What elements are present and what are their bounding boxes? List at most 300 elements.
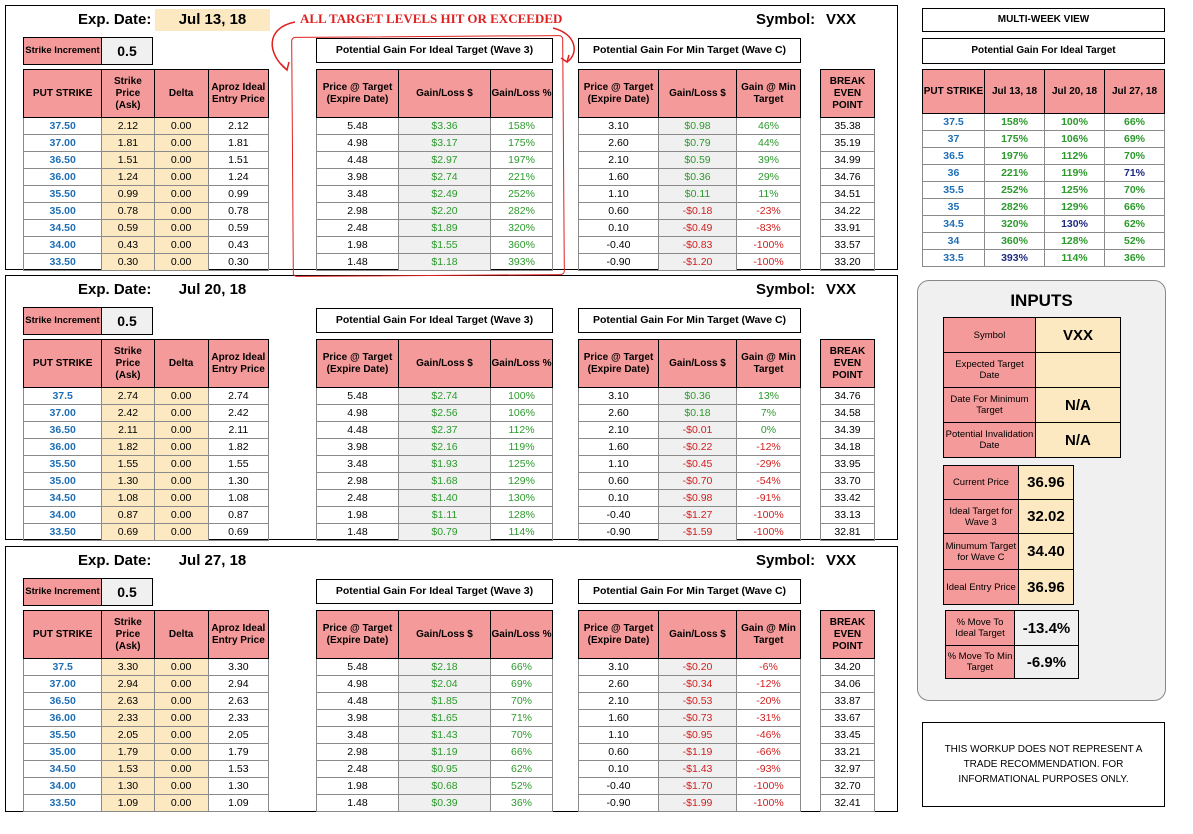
price-target-cell: 1.98 <box>317 778 399 795</box>
entry-price-cell: 1.08 <box>208 490 268 507</box>
price-target-cell: 2.98 <box>317 744 399 761</box>
gainloss-cell: $0.39 <box>399 795 491 812</box>
price-target-min-cell: 3.10 <box>579 388 659 405</box>
gainloss-cell: $1.11 <box>399 507 491 524</box>
gain-min-pct-cell: -46% <box>737 727 801 744</box>
symbol-value: VXX <box>826 281 857 298</box>
delta-cell: 0.00 <box>154 405 208 422</box>
table-row <box>821 676 875 693</box>
table-row <box>821 169 875 186</box>
breakeven-cell: 33.67 <box>821 710 875 727</box>
exp-date-value[interactable]: Jul 27, 18 <box>178 552 247 569</box>
price-target-min-cell: 1.60 <box>579 439 659 456</box>
breakeven-cell: 34.76 <box>821 169 875 186</box>
gainloss-min-cell: -$1.27 <box>659 507 737 524</box>
put-strike-cell: 33.50 <box>24 795 102 812</box>
gainloss-pct-cell: 197% <box>491 152 553 169</box>
strike-increment-value[interactable]: 0.5 <box>102 579 152 605</box>
entry-price-cell: 1.51 <box>208 152 268 169</box>
table-row <box>24 456 269 473</box>
breakeven-cell: 34.22 <box>821 203 875 220</box>
strike-price-cell: 1.51 <box>102 152 154 169</box>
entry-price-cell: 0.87 <box>208 507 268 524</box>
delta-cell: 0.00 <box>154 388 208 405</box>
gainloss-pct-cell: 282% <box>491 203 553 220</box>
entry-price-cell: 1.81 <box>208 135 268 152</box>
gainloss-min-cell: -$0.01 <box>659 422 737 439</box>
col-gainloss: Gain/Loss $ <box>399 611 491 659</box>
col-price-target-min: Price @ Target (Expire Date) <box>579 70 659 118</box>
price-target-min-cell: 1.10 <box>579 456 659 473</box>
col-put-strike: PUT STRIKE <box>24 340 102 388</box>
col-breakeven: BREAK EVEN POINT <box>821 611 875 659</box>
multiweek-cell: 66% <box>1105 199 1165 216</box>
multiweek-table <box>922 69 1165 267</box>
table-row <box>579 169 801 186</box>
ideal-target-value[interactable]: 32.02 <box>1019 500 1073 533</box>
table-row <box>317 710 553 727</box>
multiweek-cell: 66% <box>1105 114 1165 131</box>
multiweek-cell: 71% <box>1105 165 1165 182</box>
gainloss-pct-cell: 125% <box>491 456 553 473</box>
symbol-value[interactable]: VXX <box>1036 318 1120 352</box>
gainloss-pct-cell: 100% <box>491 388 553 405</box>
delta-cell: 0.00 <box>154 693 208 710</box>
price-target-min-cell: 1.60 <box>579 169 659 186</box>
gainloss-pct-cell: 69% <box>491 676 553 693</box>
entry-price-cell: 2.63 <box>208 693 268 710</box>
multiweek-cell: 197% <box>985 148 1045 165</box>
table-row <box>821 727 875 744</box>
multiweek-cell: 62% <box>1105 216 1165 233</box>
entry-price-cell: 1.30 <box>208 473 268 490</box>
symbol-value: VXX <box>826 11 857 28</box>
gainloss-pct-cell: 70% <box>491 693 553 710</box>
table-row <box>821 118 875 135</box>
multiweek-cell: 34.5 <box>923 216 985 233</box>
price-target-cell: 2.48 <box>317 490 399 507</box>
table-row <box>923 131 1165 148</box>
exp-date-label: Exp. Date: <box>78 11 152 28</box>
exp-date-label: Exp. Date: <box>78 552 152 569</box>
strike-price-cell: 2.33 <box>102 710 154 727</box>
gainloss-min-cell: $0.98 <box>659 118 737 135</box>
multiweek-cell: 282% <box>985 199 1045 216</box>
table-row <box>579 693 801 710</box>
table-row <box>821 388 875 405</box>
price-target-min-cell: 2.10 <box>579 152 659 169</box>
multiweek-col-header: Jul 27, 18 <box>1105 70 1165 114</box>
col-entry: Aproz Ideal Entry Price <box>208 70 268 118</box>
symbol-value: VXX <box>826 552 857 569</box>
gainloss-min-cell: $0.36 <box>659 169 737 186</box>
table-row <box>579 186 801 203</box>
put-strike-cell: 36.00 <box>24 169 102 186</box>
gainloss-pct-cell: 175% <box>491 135 553 152</box>
table-row <box>579 135 801 152</box>
price-target-min-cell: 0.10 <box>579 490 659 507</box>
price-target-min-cell: 0.60 <box>579 744 659 761</box>
strike-price-cell: 0.99 <box>102 186 154 203</box>
strike-price-cell: 0.87 <box>102 507 154 524</box>
symbol-label: Symbol: <box>756 552 816 569</box>
price-target-cell: 1.98 <box>317 237 399 254</box>
current-price-value[interactable]: 36.96 <box>1019 466 1073 499</box>
multiweek-cell: 360% <box>985 233 1045 250</box>
ideal-target-title: Potential Gain For Ideal Target (Wave 3) <box>316 308 553 333</box>
table-row <box>317 676 553 693</box>
gainloss-min-cell: -$0.34 <box>659 676 737 693</box>
put-strike-cell: 33.50 <box>24 254 102 271</box>
strike-price-cell: 0.43 <box>102 237 154 254</box>
entry-price-cell: 1.24 <box>208 169 268 186</box>
breakeven-cell: 35.19 <box>821 135 875 152</box>
price-target-min-cell: 1.10 <box>579 727 659 744</box>
table-row <box>317 727 553 744</box>
gainloss-pct-cell: 393% <box>491 254 553 271</box>
gain-min-pct-cell: 13% <box>737 388 801 405</box>
delta-cell: 0.00 <box>154 659 208 676</box>
table-row <box>821 203 875 220</box>
put-strike-cell: 37.5 <box>24 659 102 676</box>
col-gain-min: Gain @ Min Target <box>737 340 801 388</box>
put-strike-cell: 37.00 <box>24 676 102 693</box>
gainloss-min-cell: -$0.18 <box>659 203 737 220</box>
exp-date-value[interactable]: Jul 13, 18 <box>155 9 270 31</box>
table-row <box>821 405 875 422</box>
put-strike-cell: 35.00 <box>24 744 102 761</box>
ideal-target-table <box>316 610 553 812</box>
breakeven-table <box>820 69 875 271</box>
table-row <box>579 659 801 676</box>
strike-increment-value[interactable]: 0.5 <box>102 308 152 334</box>
multiweek-cell: 128% <box>1045 233 1105 250</box>
col-gainloss-pct: Gain/Loss % <box>491 70 553 118</box>
table-row <box>24 473 269 490</box>
table-row <box>579 203 801 220</box>
price-target-cell: 4.48 <box>317 693 399 710</box>
table-row <box>821 693 875 710</box>
table-row <box>923 216 1165 233</box>
price-target-cell: 4.98 <box>317 135 399 152</box>
gain-min-pct-cell: -93% <box>737 761 801 778</box>
move-ideal-value: -13.4% <box>1015 611 1078 645</box>
gain-min-pct-cell: -100% <box>737 524 801 541</box>
price-target-cell: 3.98 <box>317 439 399 456</box>
price-target-min-cell: -0.40 <box>579 237 659 254</box>
breakeven-table <box>820 610 875 812</box>
table-row <box>821 152 875 169</box>
gain-min-pct-cell: -20% <box>737 693 801 710</box>
price-target-cell: 3.48 <box>317 186 399 203</box>
table-row <box>24 507 269 524</box>
gainloss-min-cell: $0.79 <box>659 135 737 152</box>
col-price-target: Price @ Target (Expire Date) <box>317 611 399 659</box>
min-target-value[interactable]: 34.40 <box>1019 534 1073 569</box>
breakeven-cell: 34.06 <box>821 676 875 693</box>
entry-price-cell: 0.30 <box>208 254 268 271</box>
strike-price-cell: 0.78 <box>102 203 154 220</box>
table-row <box>579 524 801 541</box>
breakeven-cell: 32.70 <box>821 778 875 795</box>
gain-min-pct-cell: -100% <box>737 795 801 812</box>
col-price-target-min: Price @ Target (Expire Date) <box>579 340 659 388</box>
gain-min-pct-cell: 0% <box>737 422 801 439</box>
invalidation-label: Potential Invalidation Date <box>944 423 1036 457</box>
strike-table <box>23 610 269 812</box>
put-strike-cell: 34.00 <box>24 778 102 795</box>
entry-price-cell: 2.33 <box>208 710 268 727</box>
price-target-cell: 3.48 <box>317 727 399 744</box>
price-target-min-cell: 3.10 <box>579 118 659 135</box>
entry-price-cell: 2.12 <box>208 118 268 135</box>
multiweek-cell: 37.5 <box>923 114 985 131</box>
breakeven-cell: 33.45 <box>821 727 875 744</box>
move-min-row <box>945 645 1079 679</box>
breakeven-cell: 34.99 <box>821 152 875 169</box>
strike-table <box>23 339 269 541</box>
table-row <box>923 233 1165 250</box>
entry-price-cell: 2.74 <box>208 388 268 405</box>
delta-cell: 0.00 <box>154 744 208 761</box>
breakeven-cell: 34.18 <box>821 439 875 456</box>
gainloss-cell: $2.74 <box>399 388 491 405</box>
col-breakeven: BREAK EVEN POINT <box>821 340 875 388</box>
table-row <box>317 388 553 405</box>
exp-date-label: Exp. Date: <box>78 281 152 298</box>
gainloss-cell: $1.89 <box>399 220 491 237</box>
multiweek-cell: 252% <box>985 182 1045 199</box>
strike-price-cell: 1.82 <box>102 439 154 456</box>
put-strike-cell: 34.50 <box>24 761 102 778</box>
table-row <box>317 744 553 761</box>
multiweek-cell: 70% <box>1105 182 1165 199</box>
breakeven-cell: 33.70 <box>821 473 875 490</box>
delta-cell: 0.00 <box>154 524 208 541</box>
multiweek-cell: 129% <box>1045 199 1105 216</box>
breakeven-cell: 33.20 <box>821 254 875 271</box>
table-row <box>821 473 875 490</box>
multiweek-cell: 37 <box>923 131 985 148</box>
breakeven-cell: 32.41 <box>821 795 875 812</box>
ideal-entry-value[interactable]: 36.96 <box>1019 570 1073 604</box>
table-row <box>579 220 801 237</box>
breakeven-cell: 35.38 <box>821 118 875 135</box>
put-strike-cell: 37.50 <box>24 118 102 135</box>
gain-min-pct-cell: 7% <box>737 405 801 422</box>
strike-price-cell: 1.08 <box>102 490 154 507</box>
col-gain-min: Gain @ Min Target <box>737 611 801 659</box>
gain-min-pct-cell: -100% <box>737 237 801 254</box>
multiweek-cell: 52% <box>1105 233 1165 250</box>
ideal-target-title: Potential Gain For Ideal Target (Wave 3) <box>316 579 553 604</box>
symbol-label: Symbol: <box>756 281 816 298</box>
col-put-strike: PUT STRIKE <box>24 611 102 659</box>
table-row <box>579 388 801 405</box>
gainloss-cell: $2.56 <box>399 405 491 422</box>
delta-cell: 0.00 <box>154 220 208 237</box>
strike-price-cell: 2.94 <box>102 676 154 693</box>
table-row <box>821 744 875 761</box>
breakeven-cell: 33.91 <box>821 220 875 237</box>
table-row <box>317 473 553 490</box>
symbol-label: Symbol: <box>756 11 816 28</box>
price-target-min-cell: 0.60 <box>579 203 659 220</box>
gainloss-cell: $2.49 <box>399 186 491 203</box>
move-ideal-row <box>945 610 1079 646</box>
multiweek-cell: 36 <box>923 165 985 182</box>
entry-price-cell: 0.59 <box>208 220 268 237</box>
put-strike-cell: 35.50 <box>24 456 102 473</box>
strike-price-cell: 0.59 <box>102 220 154 237</box>
put-strike-cell: 35.00 <box>24 203 102 220</box>
delta-cell: 0.00 <box>154 203 208 220</box>
table-row <box>24 710 269 727</box>
breakeven-cell: 33.95 <box>821 456 875 473</box>
gainloss-pct-cell: 320% <box>491 220 553 237</box>
col-gainloss-pct: Gain/Loss % <box>491 340 553 388</box>
breakeven-cell: 33.57 <box>821 237 875 254</box>
table-row <box>821 761 875 778</box>
col-delta: Delta <box>154 340 208 388</box>
table-row <box>24 405 269 422</box>
delta-cell: 0.00 <box>154 237 208 254</box>
delta-cell: 0.00 <box>154 778 208 795</box>
move-min-value: -6.9% <box>1015 646 1078 678</box>
strike-increment-label: Strike Increment <box>24 38 102 64</box>
gainloss-cell: $2.74 <box>399 169 491 186</box>
delta-cell: 0.00 <box>154 186 208 203</box>
gain-min-pct-cell: -6% <box>737 659 801 676</box>
strike-increment-value[interactable]: 0.5 <box>102 38 152 64</box>
table-row <box>821 439 875 456</box>
delta-cell: 0.00 <box>154 135 208 152</box>
multiweek-cell: 70% <box>1105 148 1165 165</box>
gainloss-min-cell: -$1.70 <box>659 778 737 795</box>
gainloss-cell: $2.18 <box>399 659 491 676</box>
breakeven-cell: 32.81 <box>821 524 875 541</box>
table-row <box>821 456 875 473</box>
multiweek-cell: 33.5 <box>923 250 985 267</box>
breakeven-cell: 33.13 <box>821 507 875 524</box>
exp-date-value[interactable]: Jul 20, 18 <box>178 281 247 298</box>
col-gainloss: Gain/Loss $ <box>399 70 491 118</box>
breakeven-cell: 32.97 <box>821 761 875 778</box>
multiweek-cell: 35.5 <box>923 182 985 199</box>
gainloss-cell: $0.79 <box>399 524 491 541</box>
col-gainloss-min: Gain/Loss $ <box>659 70 737 118</box>
strike-price-cell: 2.05 <box>102 727 154 744</box>
symbol-label: Symbol <box>944 318 1036 352</box>
price-target-cell: 4.98 <box>317 676 399 693</box>
gainloss-min-cell: -$0.83 <box>659 237 737 254</box>
gainloss-min-cell: $0.36 <box>659 388 737 405</box>
gainloss-pct-cell: 112% <box>491 422 553 439</box>
table-row <box>24 152 269 169</box>
strike-price-cell: 2.74 <box>102 388 154 405</box>
gainloss-cell: $3.17 <box>399 135 491 152</box>
table-row <box>821 778 875 795</box>
multiweek-cell: 221% <box>985 165 1045 182</box>
table-row <box>821 659 875 676</box>
price-target-cell: 1.48 <box>317 524 399 541</box>
table-row <box>923 165 1165 182</box>
price-target-cell: 5.48 <box>317 659 399 676</box>
table-row <box>317 439 553 456</box>
table-row <box>923 250 1165 267</box>
price-target-min-cell: 3.10 <box>579 659 659 676</box>
strike-price-cell: 1.81 <box>102 135 154 152</box>
gainloss-pct-cell: 62% <box>491 761 553 778</box>
entry-price-cell: 1.55 <box>208 456 268 473</box>
inputs-group-2 <box>943 465 1074 605</box>
expected-target-value[interactable] <box>1036 353 1120 387</box>
gainloss-pct-cell: 221% <box>491 169 553 186</box>
table-row <box>317 795 553 812</box>
gainloss-pct-cell: 130% <box>491 490 553 507</box>
table-row <box>317 422 553 439</box>
breakeven-table <box>820 339 875 541</box>
gainloss-pct-cell: 252% <box>491 186 553 203</box>
col-gainloss-min: Gain/Loss $ <box>659 611 737 659</box>
min-target-label: Minumum Target for Wave C <box>944 534 1019 569</box>
col-delta: Delta <box>154 611 208 659</box>
gainloss-pct-cell: 66% <box>491 659 553 676</box>
gainloss-cell: $3.36 <box>399 118 491 135</box>
min-target-title: Potential Gain For Min Target (Wave C) <box>578 38 801 63</box>
breakeven-cell: 34.39 <box>821 422 875 439</box>
gain-min-pct-cell: -66% <box>737 744 801 761</box>
multiweek-cell: 100% <box>1045 114 1105 131</box>
gainloss-pct-cell: 128% <box>491 507 553 524</box>
table-row <box>579 456 801 473</box>
gainloss-min-cell: -$1.20 <box>659 254 737 271</box>
gainloss-pct-cell: 114% <box>491 524 553 541</box>
multiweek-cell: 393% <box>985 250 1045 267</box>
multiweek-cell: 158% <box>985 114 1045 131</box>
delta-cell: 0.00 <box>154 456 208 473</box>
delta-cell: 0.00 <box>154 710 208 727</box>
strike-price-cell: 1.79 <box>102 744 154 761</box>
entry-price-cell: 1.53 <box>208 761 268 778</box>
col-strike-price: Strike Price (Ask) <box>102 340 154 388</box>
gainloss-min-cell: $0.18 <box>659 405 737 422</box>
table-row <box>24 693 269 710</box>
entry-price-cell: 1.30 <box>208 778 268 795</box>
strike-table <box>23 69 269 271</box>
table-row <box>579 237 801 254</box>
invalidation-value[interactable]: N/A <box>1036 423 1120 457</box>
entry-price-cell: 1.79 <box>208 744 268 761</box>
gainloss-cell: $1.43 <box>399 727 491 744</box>
table-row <box>317 761 553 778</box>
breakeven-cell: 33.42 <box>821 490 875 507</box>
table-row <box>923 199 1165 216</box>
gainloss-pct-cell: 360% <box>491 237 553 254</box>
gainloss-cell: $1.55 <box>399 237 491 254</box>
delta-cell: 0.00 <box>154 795 208 812</box>
delta-cell: 0.00 <box>154 507 208 524</box>
price-target-min-cell: 2.10 <box>579 693 659 710</box>
entry-price-cell: 0.69 <box>208 524 268 541</box>
entry-price-cell: 0.43 <box>208 237 268 254</box>
gainloss-min-cell: -$0.73 <box>659 710 737 727</box>
gain-min-pct-cell: -100% <box>737 254 801 271</box>
gainloss-cell: $1.40 <box>399 490 491 507</box>
min-target-date-value[interactable]: N/A <box>1036 388 1120 422</box>
entry-price-cell: 2.05 <box>208 727 268 744</box>
gainloss-cell: $1.85 <box>399 693 491 710</box>
